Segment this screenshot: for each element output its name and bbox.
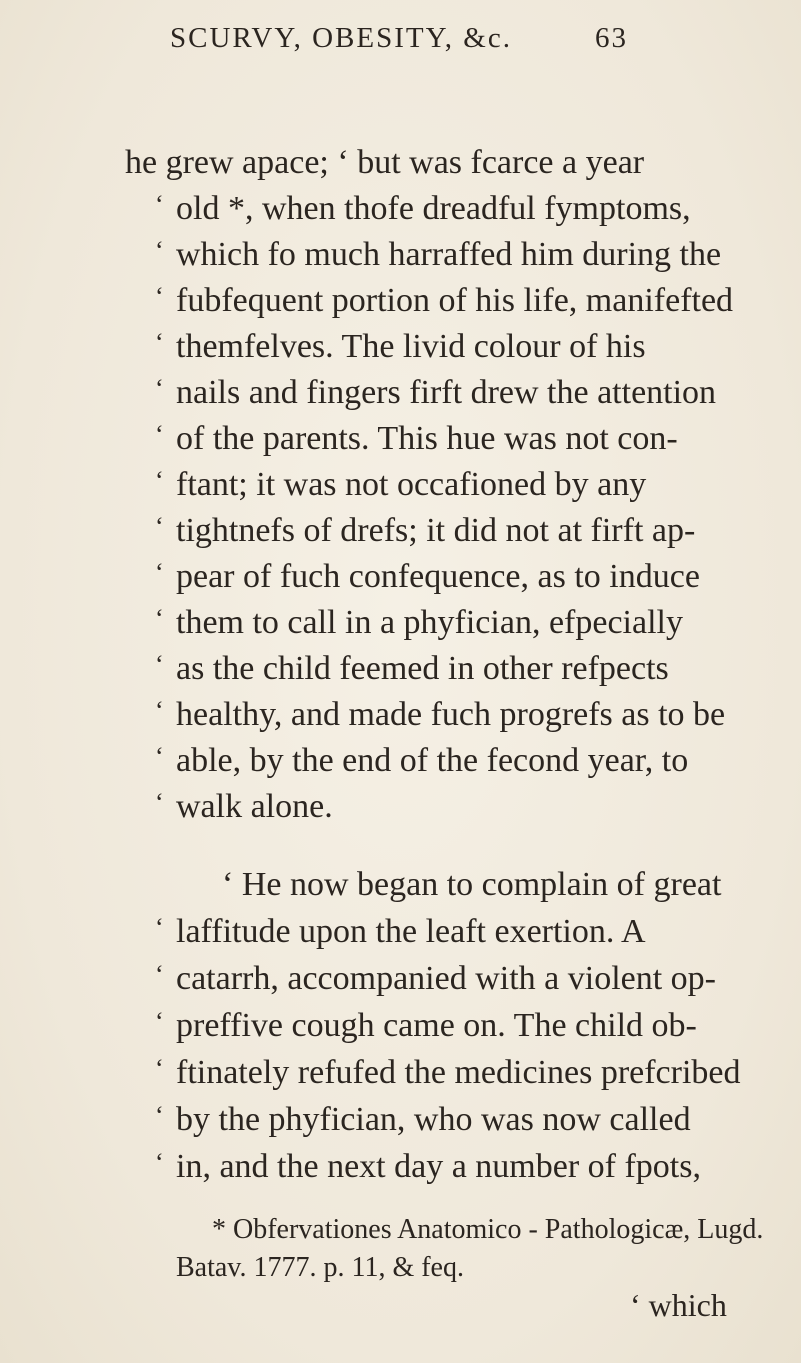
line-text: them to call in a phyfician, efpecially [176, 604, 683, 641]
line-text: tightnefs of drefs; it did not at firft ap- [176, 512, 696, 549]
quote-mark: ‘ [155, 512, 164, 541]
quote-mark: ‘ [155, 282, 164, 311]
line-text: laffitude upon the leaft exertion. A [176, 913, 646, 950]
line-text: of the parents. This hue was not con- [176, 420, 678, 457]
running-head [170, 22, 690, 62]
quote-mark: ‘ [155, 328, 164, 357]
page-number: 63 [595, 22, 628, 54]
quote-mark: ‘ [155, 1101, 164, 1130]
quote-mark: ‘ [155, 558, 164, 587]
line-text: old *, when thofe dreadful fymptoms, [176, 190, 691, 227]
quote-mark: ‘ [155, 374, 164, 403]
catchword: ‘ which [630, 1287, 727, 1323]
quote-mark: ‘ [155, 960, 164, 989]
line-text: ftant; it was not occafioned by any [176, 466, 647, 503]
quote-mark: ‘ [155, 236, 164, 265]
quote-mark: ‘ [155, 788, 164, 817]
quote-mark: ‘ [155, 1007, 164, 1036]
footnote-text: Batav. 1777. p. 11, & feq. [176, 1252, 464, 1283]
line-text: preffive cough came on. The child ob- [176, 1007, 697, 1044]
line-text: as the child feemed in other refpects [176, 650, 669, 687]
quote-mark: ‘ [155, 466, 164, 495]
quote-mark: ‘ [155, 1054, 164, 1083]
quote-mark: ‘ [155, 190, 164, 219]
line-text: themfelves. The livid colour of his [176, 328, 646, 365]
quote-mark: ‘ [155, 696, 164, 725]
footnote-text: * Obfervationes Anatomico - Pathologicæ, Lugd. [212, 1214, 764, 1245]
quote-mark: ‘ [155, 1148, 164, 1177]
running-head-title: SCURVY, OBESITY, &c. [170, 22, 512, 54]
quote-mark: ‘ [155, 913, 164, 942]
quote-mark: ‘ [155, 742, 164, 771]
line-text: catarrh, accompanied with a violent op- [176, 960, 716, 997]
line-text: healthy, and made fuch progrefs as to be [176, 696, 726, 733]
quote-mark: ‘ [155, 650, 164, 679]
line-text: in, and the next day a number of fpots, [176, 1148, 701, 1185]
line-text: which fo much harraffed him during the [176, 236, 722, 273]
line-text: nails and fingers firft drew the attention [176, 374, 717, 411]
line-text: walk alone. [176, 788, 333, 825]
line-text: by the phyfician, who was now called [176, 1101, 691, 1138]
line-text: ftinately refufed the medicines prefcribed [176, 1054, 741, 1091]
line-text: able, by the end of the fecond year, to [176, 742, 689, 779]
quote-mark: ‘ [155, 604, 164, 633]
line-text: pear of fuch confequence, as to induce [176, 558, 700, 595]
line-text: ‘ He now began to complain of great [222, 866, 722, 903]
line-text: fubfequent portion of his life, manifefted [176, 282, 734, 319]
quote-mark: ‘ [155, 420, 164, 449]
line-text: he grew apace; ‘ but was fcarce a year [125, 144, 645, 181]
